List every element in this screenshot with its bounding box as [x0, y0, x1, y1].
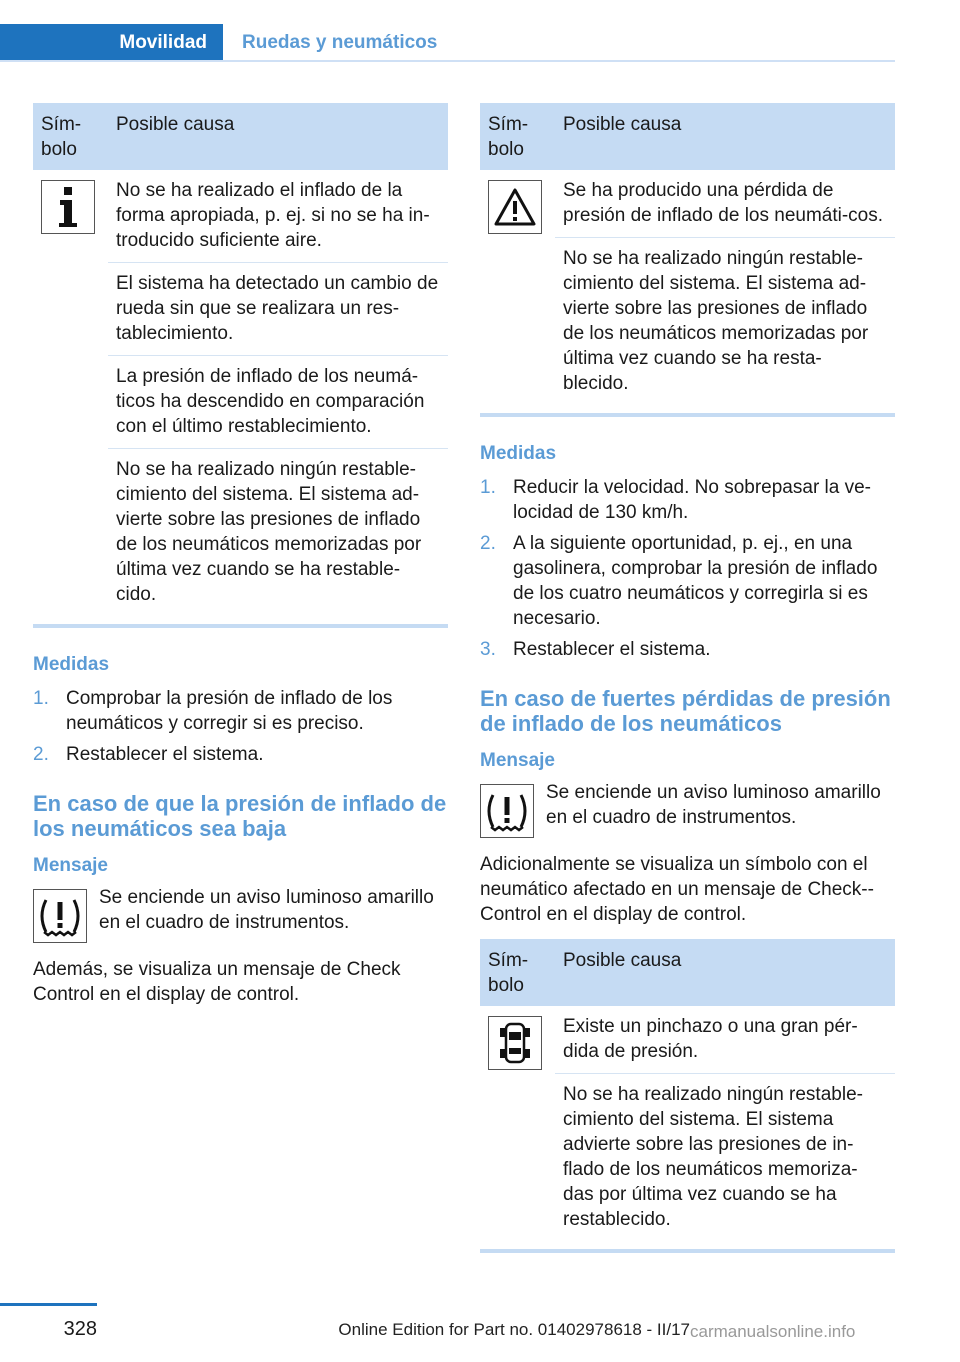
header-chapter-label: Ruedas y neumáticos	[242, 32, 438, 53]
left-cause-table	[33, 103, 448, 616]
table-end-rule	[33, 624, 448, 628]
table-header-cause: Posible causa	[108, 103, 448, 170]
cause-text: Se ha producido una pérdida de presión de inflado de los neumáti-cos.	[555, 170, 895, 238]
icon-cell	[33, 170, 108, 616]
message-title: Mensaje	[33, 855, 108, 876]
table-header-cause: Posible causa	[555, 103, 895, 170]
message-row	[480, 780, 895, 838]
page-number: 328	[63, 1318, 97, 1340]
section-heading: En caso de que la presión de inflado de los neumáticos sea baja	[33, 791, 447, 841]
message-title: Mensaje	[480, 750, 555, 771]
list-item	[33, 686, 448, 736]
icon-cell	[480, 1006, 555, 1241]
message-text: Se enciende un aviso luminoso amarillo en el cuadro de instrumentos.	[99, 887, 434, 933]
tire-pressure-warning-icon	[33, 889, 87, 943]
table-header-symbol: Sím- bolo	[480, 103, 555, 170]
car-tire-icon	[488, 1016, 542, 1070]
measures-list	[480, 475, 895, 662]
step-text: Comprobar la presión de inflado de los neumáticos y corregir si es preciso.	[66, 688, 393, 734]
step-text: Restablecer el sistema.	[513, 639, 711, 660]
step-number: 1.	[480, 477, 496, 498]
cause-text: No se ha realizado ningún restable-cimiento del sistema. El sistema ad-vierte sobre las presiones de inflado de los neumáticos memorizadas por última vez cuando se ha restable-cido.	[116, 459, 422, 605]
header-tab-section	[0, 24, 223, 62]
table-end-rule	[480, 413, 895, 417]
warning-triangle-icon	[488, 180, 542, 234]
header-tab-chapter	[223, 24, 437, 62]
step-text: Restablecer el sistema.	[66, 744, 264, 765]
tire-pressure-warning-icon	[480, 784, 534, 838]
step-text: A la siguiente oportunidad, p. ej., en una gasolinera, comprobar la presión de inflado de los cuatro neumáticos y corregirla si es necesario.	[513, 533, 878, 629]
list-item	[480, 531, 895, 631]
cause-text: Existe un pinchazo o una gran pér-dida de presión.	[555, 1006, 895, 1074]
step-number: 2.	[480, 533, 496, 554]
step-text: Reducir la velocidad. No sobrepasar la ve-locidad de 130 km/h.	[513, 477, 872, 523]
header-section-label: Movilidad	[119, 32, 207, 53]
edition-text: Online Edition for Part no. 01402978618 - II/17	[338, 1320, 690, 1339]
step-number: 3.	[480, 639, 496, 660]
cause-text: No se ha realizado ningún restable-cimiento del sistema. El sistema ad-vierte sobre las presiones de inflado de los neumáticos memorizadas por última vez cuando se ha resta-blecido.	[563, 248, 869, 394]
list-item	[33, 742, 448, 767]
measures-title: Medidas	[33, 654, 110, 675]
right-column	[480, 103, 895, 1253]
table-end-rule	[480, 1249, 895, 1253]
step-number: 1.	[33, 688, 49, 709]
icon-cell	[480, 170, 555, 405]
table-header-cause: Posible causa	[555, 939, 895, 1006]
cause-text: No se ha realizado ningún restable-cimiento del sistema. El sistema advierte sobre las presiones de in-flado de los neumáticos memoriza-das por última vez cuando se ha restablecido.	[563, 1084, 863, 1230]
left-column	[33, 103, 448, 1007]
header-rule	[0, 60, 895, 62]
cause-text: La presión de inflado de los neumá-ticos ha descendido en comparación con el último restablecimiento.	[108, 356, 448, 449]
step-number: 2.	[33, 744, 49, 765]
message-row	[33, 885, 448, 943]
table-header-symbol: Sím- bolo	[480, 939, 555, 1006]
measures-list	[33, 686, 448, 767]
footer-rule	[0, 1303, 97, 1306]
right-cause-table	[480, 103, 895, 405]
list-item	[480, 475, 895, 525]
cause-text: El sistema ha detectado un cambio de rueda sin que se realizara un res-tablecimiento.	[108, 263, 448, 356]
measures-title: Medidas	[480, 443, 557, 464]
section-heading: En caso de fuertes pérdidas de presión de inflado de los neumáticos	[480, 686, 891, 736]
message-text: Se enciende un aviso luminoso amarillo en el cuadro de instrumentos.	[546, 782, 881, 828]
list-item	[480, 637, 895, 662]
car-cause-table	[480, 939, 895, 1241]
paragraph: Adicionalmente se visualiza un símbolo con el neumático afectado en un mensaje de Check--Control en el display de control.	[480, 854, 874, 925]
watermark-text: carmanualsonline.info	[690, 1322, 856, 1341]
table-header-symbol: Sím- bolo	[33, 103, 108, 170]
info-icon	[41, 180, 95, 234]
cause-text: No se ha realizado el inflado de la forma apropiada, p. ej. si no se ha in-troducido suficiente aire.	[108, 170, 448, 263]
paragraph: Además, se visualiza un mensaje de Check Control en el display de control.	[33, 959, 401, 1005]
